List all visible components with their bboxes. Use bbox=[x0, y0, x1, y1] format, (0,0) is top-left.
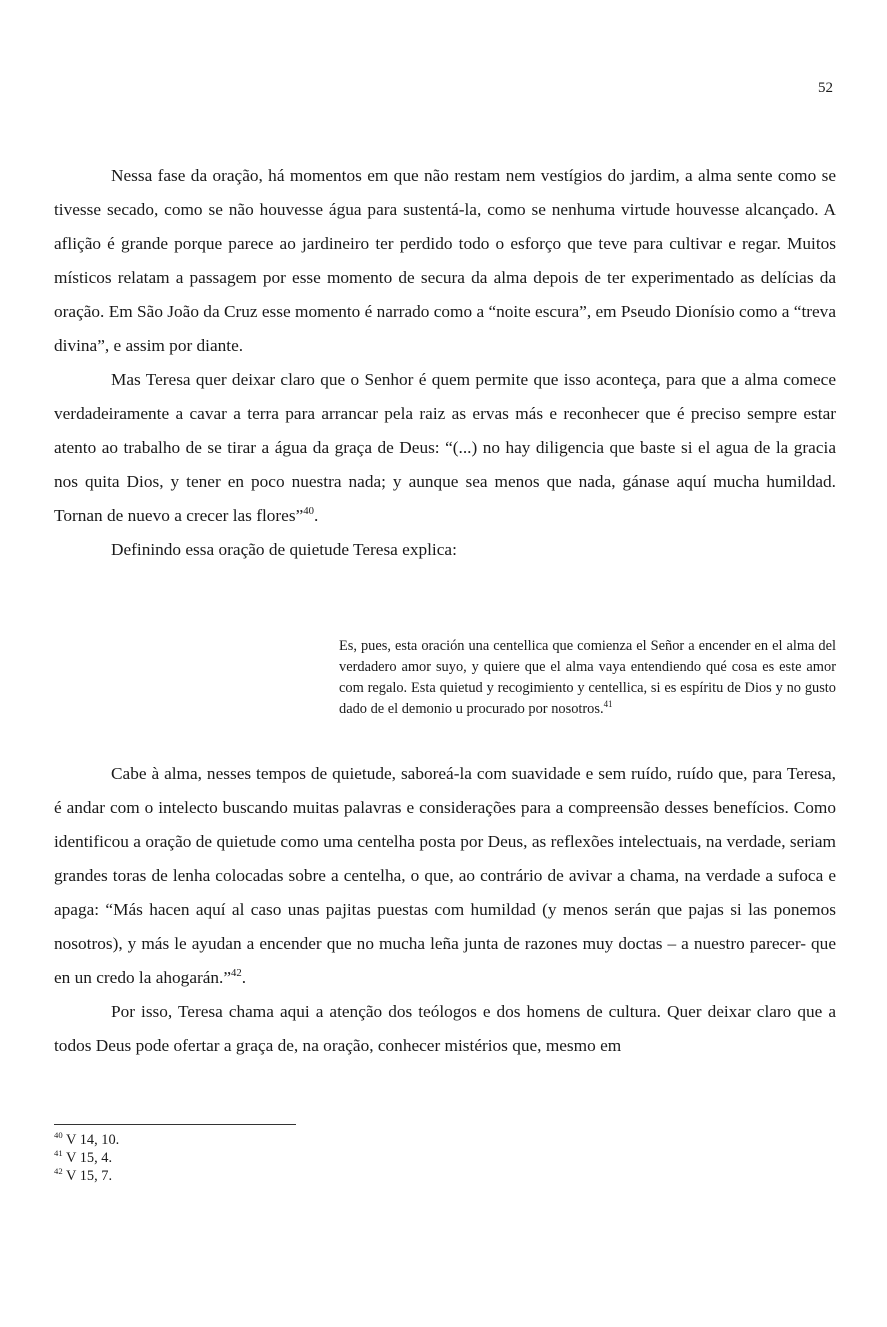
quote-text: Es, pues, esta oración una centellica que comienza el Señor a encender en el alma del verdadero amor suyo, y quiere que el alma vaya entendiendo qué cosa es este amor com regalo. Esta quietud y recogimiento y centellica, si es espíritu de Dios y no gusto dado de el demonio u procurado por nosotros. bbox=[339, 638, 836, 717]
footnote-ref: 40 bbox=[303, 505, 314, 518]
footnote-ref: 41 bbox=[603, 699, 613, 710]
footnote-mark: 42 bbox=[54, 1166, 63, 1177]
footnote-divider bbox=[54, 1124, 296, 1125]
body-text-bottom bbox=[54, 757, 836, 1063]
paragraph-text: Cabe à alma, nesses tempos de quietude, saboreá-la com suavidade e sem ruído, ruído que, para Teresa, é andar com o intelecto buscando muitas palavras e considerações para a compreensão desses benefícios. Como identificou a oração de quietude como uma centelha posta por Deus, as reflexões intelectuais, na verdade, seriam grandes toras de lenha colocadas sobre a centelha, o que, ao contrário de avivar a chama, na verdade a sufoca e apaga: “Más hacen aquí al caso unas pajitas puestas com humildad (y menos serán que pajas si las ponemos nosotros), y más le ayudan a encender que no mucha leña junta de razones muy doctas – a nuestro parecer- que en un credo la ahogarán.” bbox=[54, 764, 836, 987]
footnote-mark: 40 bbox=[54, 1130, 63, 1141]
paragraph bbox=[54, 757, 836, 995]
footnote-text: V 15, 7. bbox=[65, 1168, 113, 1184]
paragraph-text: Nessa fase da oração, há momentos em que não restam nem vestígios do jardim, a alma sente como se tivesse secado, como se não houvesse água para sustentá-la, como se nenhuma virtude houvesse alcançado. A aflição é grande porque parece ao jardineiro ter perdido todo o esforço que teve para cultivar e regar. Muitos místicos relatam a passagem por esse momento de secura da alma depois de ter experimentado as delícias da oração. Em São João da Cruz esse momento é narrado como a “noite escura”, em Pseudo Dionísio como a “treva divina”, e assim por diante. bbox=[54, 166, 836, 355]
footnote-text: V 14, 10. bbox=[65, 1132, 120, 1148]
body-text-top bbox=[54, 159, 836, 567]
paragraph-tail: . bbox=[241, 968, 247, 987]
paragraph-text: Mas Teresa quer deixar claro que o Senhor é quem permite que isso aconteça, para que a alma comece verdadeiramente a cavar a terra para arrancar pela raiz as ervas más e reconhecer que é preciso sempre estar atento ao trabalho de se tirar a água da graça de Deus: “(...) no hay diligencia que baste si el agua de la gracia nos quita Dios, y tener en poco nuestra nada; y aunque sea menos que nada, gánase aquí mucha humildad. Tornan de nuevo a crecer las flores” bbox=[54, 370, 836, 525]
footnotes bbox=[54, 1131, 119, 1185]
footnote-ref: 42 bbox=[231, 967, 242, 980]
footnote-text: V 15, 4. bbox=[65, 1150, 113, 1166]
paragraph-text: Por isso, Teresa chama aqui a atenção dos teólogos e dos homens de cultura. Quer deixar claro que a todos Deus pode ofertar a graça de, na oração, conhecer mistérios que, mesmo em bbox=[54, 1002, 836, 1055]
footnote bbox=[54, 1149, 119, 1167]
footnote bbox=[54, 1131, 119, 1149]
block-quote bbox=[339, 636, 836, 720]
footnote bbox=[54, 1167, 119, 1185]
paragraph bbox=[54, 533, 836, 567]
paragraph-text: Definindo essa oração de quietude Teresa explica: bbox=[111, 540, 457, 559]
paragraph-tail: . bbox=[313, 506, 319, 525]
page-number: 52 bbox=[818, 80, 833, 96]
paragraph bbox=[54, 995, 836, 1063]
paragraph bbox=[54, 159, 836, 363]
paragraph bbox=[54, 363, 836, 533]
footnote-mark: 41 bbox=[54, 1148, 63, 1159]
